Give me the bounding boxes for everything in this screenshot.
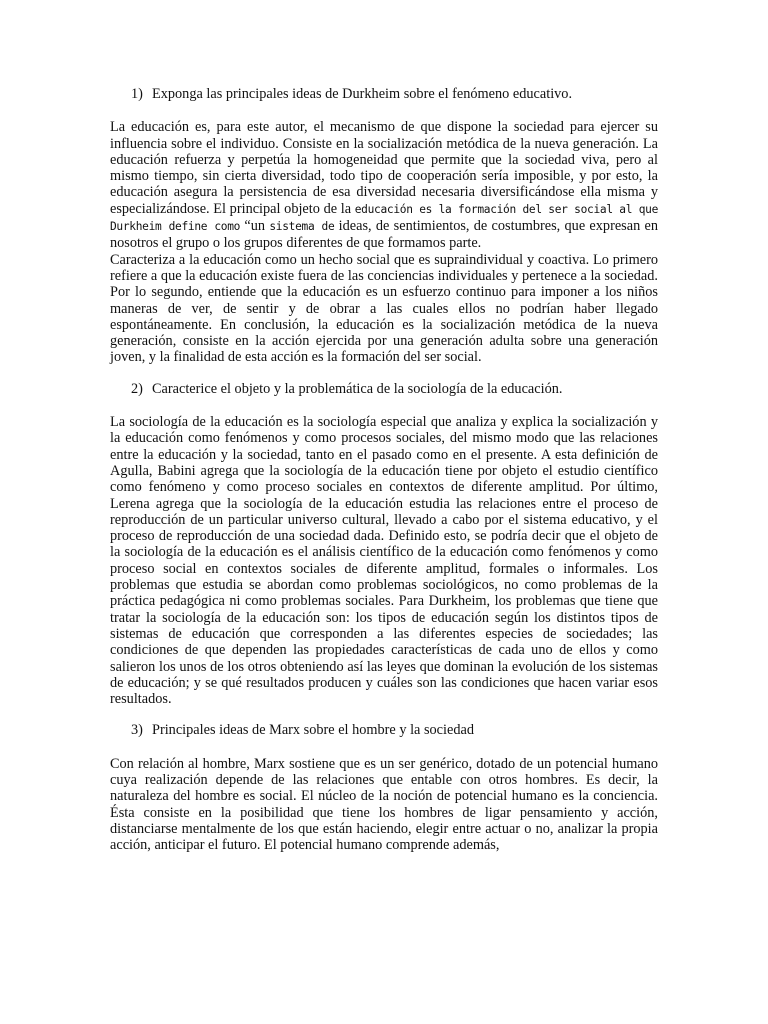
- question-1-text: Exponga las principales ideas de Durkheim sobre el fenómeno educativo.: [152, 86, 573, 102]
- question-2-text: Caracterice el objeto y la problemática de la sociología de la educación.: [152, 380, 563, 397]
- answer-1-text-end: ideas, de sentimientos, de costumbres, que expresan en nosotros el grupo o los grupos diferentes de que formamos parte.: [110, 218, 659, 252]
- answer-1-mono-text-b: sistema de: [269, 220, 335, 234]
- question-3: [110, 722, 658, 738]
- answer-1-text-start: La educación es, para este autor, el mecanismo de que dispone la sociedad para ejercer su influencia sobre el individuo. Consiste en la socialización metódica de la nueva generación. La educación refuerza y perpetúa la homogeneidad que permite que la sociedad viva, pero al mismo tiempo, sin cierta diversidad, todo tipo de cooperación sería imposible, y por esto, la educación asegura la persistencia de esa diversidad necesaria diversificándose ella misma y especializándose. El principal objeto de la: [110, 119, 658, 217]
- answer-1-text-mid: “un: [240, 218, 270, 235]
- question-1-number: 1): [131, 86, 143, 102]
- answer-3-paragraph: Con relación al hombre, Marx sostiene que es un ser genérico, dotado de un potencial humano cuya realización depende de las relaciones que entable con otros hombres. Es decir, la naturaleza del hombre es social. El núcleo de la noción de potencial humano es la conciencia. Ésta consiste en la posibilidad que tiene los hombres de ligar pensamiento y acción, distanciarse mentalmente de los que están haciendo, elegir entre actuar o no, analizar la propia acción, anticipar el futuro. El potencial humano comprende además,: [110, 755, 658, 854]
- question-2: [110, 381, 658, 397]
- document-page: [110, 86, 658, 853]
- answer-1-paragraph-2: Caracteriza a la educación como un hecho social que es supraindividual y coactiva. Lo primero refiere a que la educación existe fuera de las conciencias individuales y pertenece a la sociedad. Por lo segundo, entiende que la educación es un esfuerzo continuo para imponer a los niños maneras de ver, de sentir y de obrar a las cuales ellos no podrían haber llegado espontáneamente. En conclusión, la educación es la socialización metódica de la nueva generación, consiste en la acción ejercida por una generación adulta sobre una generación joven, y la finalidad de esta acción es la formación del ser social.: [110, 251, 658, 366]
- answer-1-paragraph-1: [110, 119, 658, 251]
- question-3-text: Principales ideas de Marx sobre el hombre y la sociedad: [152, 722, 474, 739]
- question-1: [110, 86, 658, 102]
- question-3-number: 3): [131, 722, 143, 739]
- answer-2-paragraph: La sociología de la educación es la sociología especial que analiza y explica la socialización y la educación como fenómenos y como procesos sociales, del mismo modo que las relaciones entre la educación y la sociedad, tanto en el pasado como en el presente. A esta definición de Agulla, Babini agrega que la sociología de la educación tiene por objeto el estudio científico como fenómeno y como proceso sociales en contextos de diferente amplitud. Por último, Lerena agrega que la sociología de la educación estudia las relaciones entre el proceso de reproducción de un particular universo cultural, llevado a cabo por el sistema educativo, y el proceso de reproducción de una sociedad dada. Definido esto, se podría decir que el objeto de la sociología de la educación es el análisis científico de la educación como fenómenos y como proceso social en contextos sociales de diferente amplitud, formales o informales. Los problemas que estudia se abordan como problemas sociológicos, no como problemas de la práctica pedagógica ni como problemas sociales. Para Durkheim, los problemas que tiene que tratar la sociología de la educación son: los tipos de educación según los distintos tipos de sistemas de educación que corresponden a las diferentes especies de sociedades; las condiciones de que dependen las propiedades características de cada uno de ellos y como salieron los unos de los otros obteniendo así las leyes que dominan la evolución de los sistemas de educación; y se qué resultados producen y cuáles son las condiciones que hacen variar esos resultados.: [110, 414, 658, 708]
- answer-1-mono-text-a: educación es la formación del ser social al que Durkheim define como: [110, 202, 659, 234]
- question-2-number: 2): [131, 380, 143, 397]
